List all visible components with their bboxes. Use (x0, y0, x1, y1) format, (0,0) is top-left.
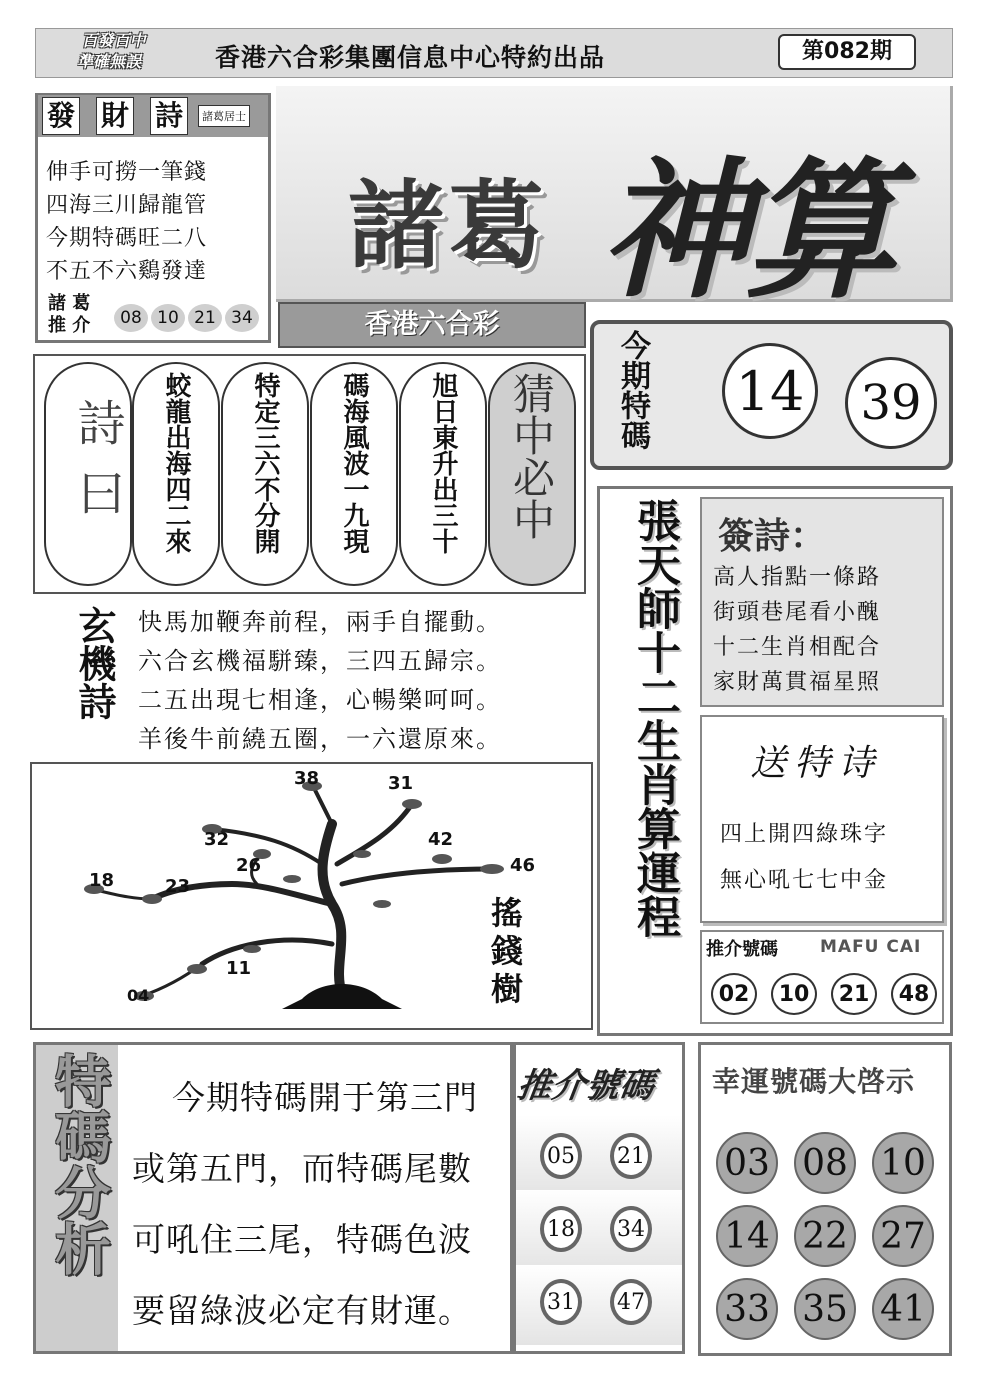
lucky-title: 幸運號碼大啓示 (712, 1065, 916, 1098)
recommend-title: 推介號碼 (514, 1066, 657, 1106)
title-char-3: 詩 (150, 97, 188, 135)
tree-number: 42 (428, 829, 454, 850)
lucky-ball: 22 (794, 1205, 856, 1267)
recommend-ball: 34 (610, 1206, 652, 1252)
send-poem-lines (720, 812, 888, 904)
header-badge (40, 30, 184, 74)
fortune-numbers (114, 304, 259, 332)
sign-poem-lines (713, 560, 881, 700)
recommend-ball: 18 (540, 1206, 582, 1252)
poem-line: 四海三川歸龍管 (46, 193, 208, 218)
number-ball: 21 (188, 304, 222, 332)
poem-line: 今期特碼旺二八 (46, 226, 208, 251)
mystery-poem-lines (138, 603, 502, 759)
poem-says-label: 詩曰 (69, 398, 125, 538)
fortune-poem-title (38, 95, 268, 137)
tree-number: 38 (294, 768, 320, 789)
tree-number: 32 (204, 829, 230, 850)
sign-line: 家財萬貫福星照 (713, 670, 882, 695)
poem-column-text: 碼海風波一九現 (339, 372, 369, 554)
lucky-ball: 08 (794, 1132, 856, 1194)
send-line: 四上開四綠珠字 (720, 822, 889, 847)
analysis-line: 或第五門，而特碼尾數 (132, 1149, 472, 1188)
recommend-label-1: 諸 葛 (48, 293, 91, 314)
title-char-2: 財 (96, 97, 134, 135)
badge-line1: 百發百中 (80, 31, 149, 50)
issue-number: 第082期 (778, 34, 916, 70)
tree-number: 31 (388, 773, 414, 794)
send-line: 無心吼七七中金 (720, 868, 889, 893)
lucky-ball: 10 (872, 1132, 934, 1194)
lucky-ball: 41 (872, 1278, 934, 1340)
recommend-ball: 21 (610, 1133, 652, 1179)
lucky-ball: 03 (716, 1132, 778, 1194)
poem-column-text: 特定三六不分開 (250, 372, 280, 554)
recommend-label-2: 推 介 (48, 315, 91, 336)
tree-number: 04 (127, 986, 150, 1005)
tree-number: 11 (226, 958, 252, 979)
mafu-brand: MAFU CAI (820, 937, 922, 957)
special-number: 39 (845, 357, 937, 449)
banner-title-2: 神算 (600, 143, 893, 319)
tree-number: 46 (510, 855, 536, 876)
poem-author: 諸葛居士 (198, 105, 250, 127)
send-poem-title: 送特诗 (750, 743, 883, 784)
mafu-number: 02 (711, 973, 757, 1015)
special-numbers-label: 今期特碼 (615, 330, 650, 450)
recommend-ball: 47 (610, 1279, 652, 1325)
sign-poem-title: 簽詩： (718, 516, 827, 557)
mafu-label: 推介號碼 (706, 939, 778, 960)
number-ball: 34 (225, 304, 259, 332)
analysis-line: 可吼住三尾，特碼色波 (132, 1220, 472, 1259)
sign-line: 街頭巷尾看小醜 (713, 600, 882, 625)
banner-title-1: 諸葛 (348, 170, 548, 282)
lucky-ball: 14 (716, 1205, 778, 1267)
recommend-label (48, 293, 90, 337)
sign-line: 高人指點一條路 (713, 565, 882, 590)
fortune-poem-lines (46, 156, 207, 288)
special-number: 14 (722, 343, 818, 439)
lucky-ball: 33 (716, 1278, 778, 1340)
recommend-ball: 31 (540, 1279, 582, 1325)
mystery-line: 六合玄機福駢臻，三四五歸宗。 (138, 647, 502, 675)
banner-subtitle: 香港六合彩 (278, 302, 586, 348)
mystery-line: 二五出現七相逢，心暢樂呵呵。 (138, 686, 502, 714)
number-ball: 10 (151, 304, 185, 332)
poem-column-text: 旭日東升出三十 (428, 372, 458, 554)
analysis-line: 要留綠波必定有財運。 (132, 1291, 472, 1330)
badge-line2: 準確無誤 (76, 52, 145, 71)
analysis-lines (132, 1062, 478, 1346)
tree-number: 26 (236, 855, 262, 876)
money-tree-label: 搖錢樹 (486, 896, 524, 1010)
tree-number: 23 (165, 876, 191, 897)
mystery-poem-label: 玄機詩 (72, 606, 116, 720)
zhang-title: 張天師十二生肖算運程 (629, 498, 680, 938)
mafu-number: 10 (771, 973, 817, 1015)
mystery-line: 快馬加鞭奔前程，兩手自擺動。 (138, 608, 502, 636)
title-char-1: 發 (42, 97, 80, 135)
poem-line: 不五不六鷄發達 (46, 259, 208, 284)
guess-text: 猜中必中 (507, 372, 556, 540)
lucky-ball: 35 (794, 1278, 856, 1340)
number-ball: 08 (114, 304, 148, 332)
mystery-line: 羊後牛前繞五圈，一六還原來。 (138, 725, 502, 753)
lucky-ball: 27 (872, 1205, 934, 1267)
mafu-number: 21 (831, 973, 877, 1015)
header-title: 香港六合彩集團信息中心特約出品 (215, 43, 606, 72)
poem-line: 伸手可撈一筆錢 (46, 160, 208, 185)
sign-line: 十二生肖相配合 (713, 635, 882, 660)
tree-number: 18 (89, 870, 115, 891)
recommend-ball: 05 (540, 1133, 582, 1179)
analysis-line: 今期特碼開于第三門 (172, 1078, 478, 1117)
poem-column-text: 蛟龍出海四二來 (161, 372, 191, 554)
mafu-number: 48 (891, 973, 937, 1015)
analysis-label: 特碼分析 (46, 1052, 111, 1276)
